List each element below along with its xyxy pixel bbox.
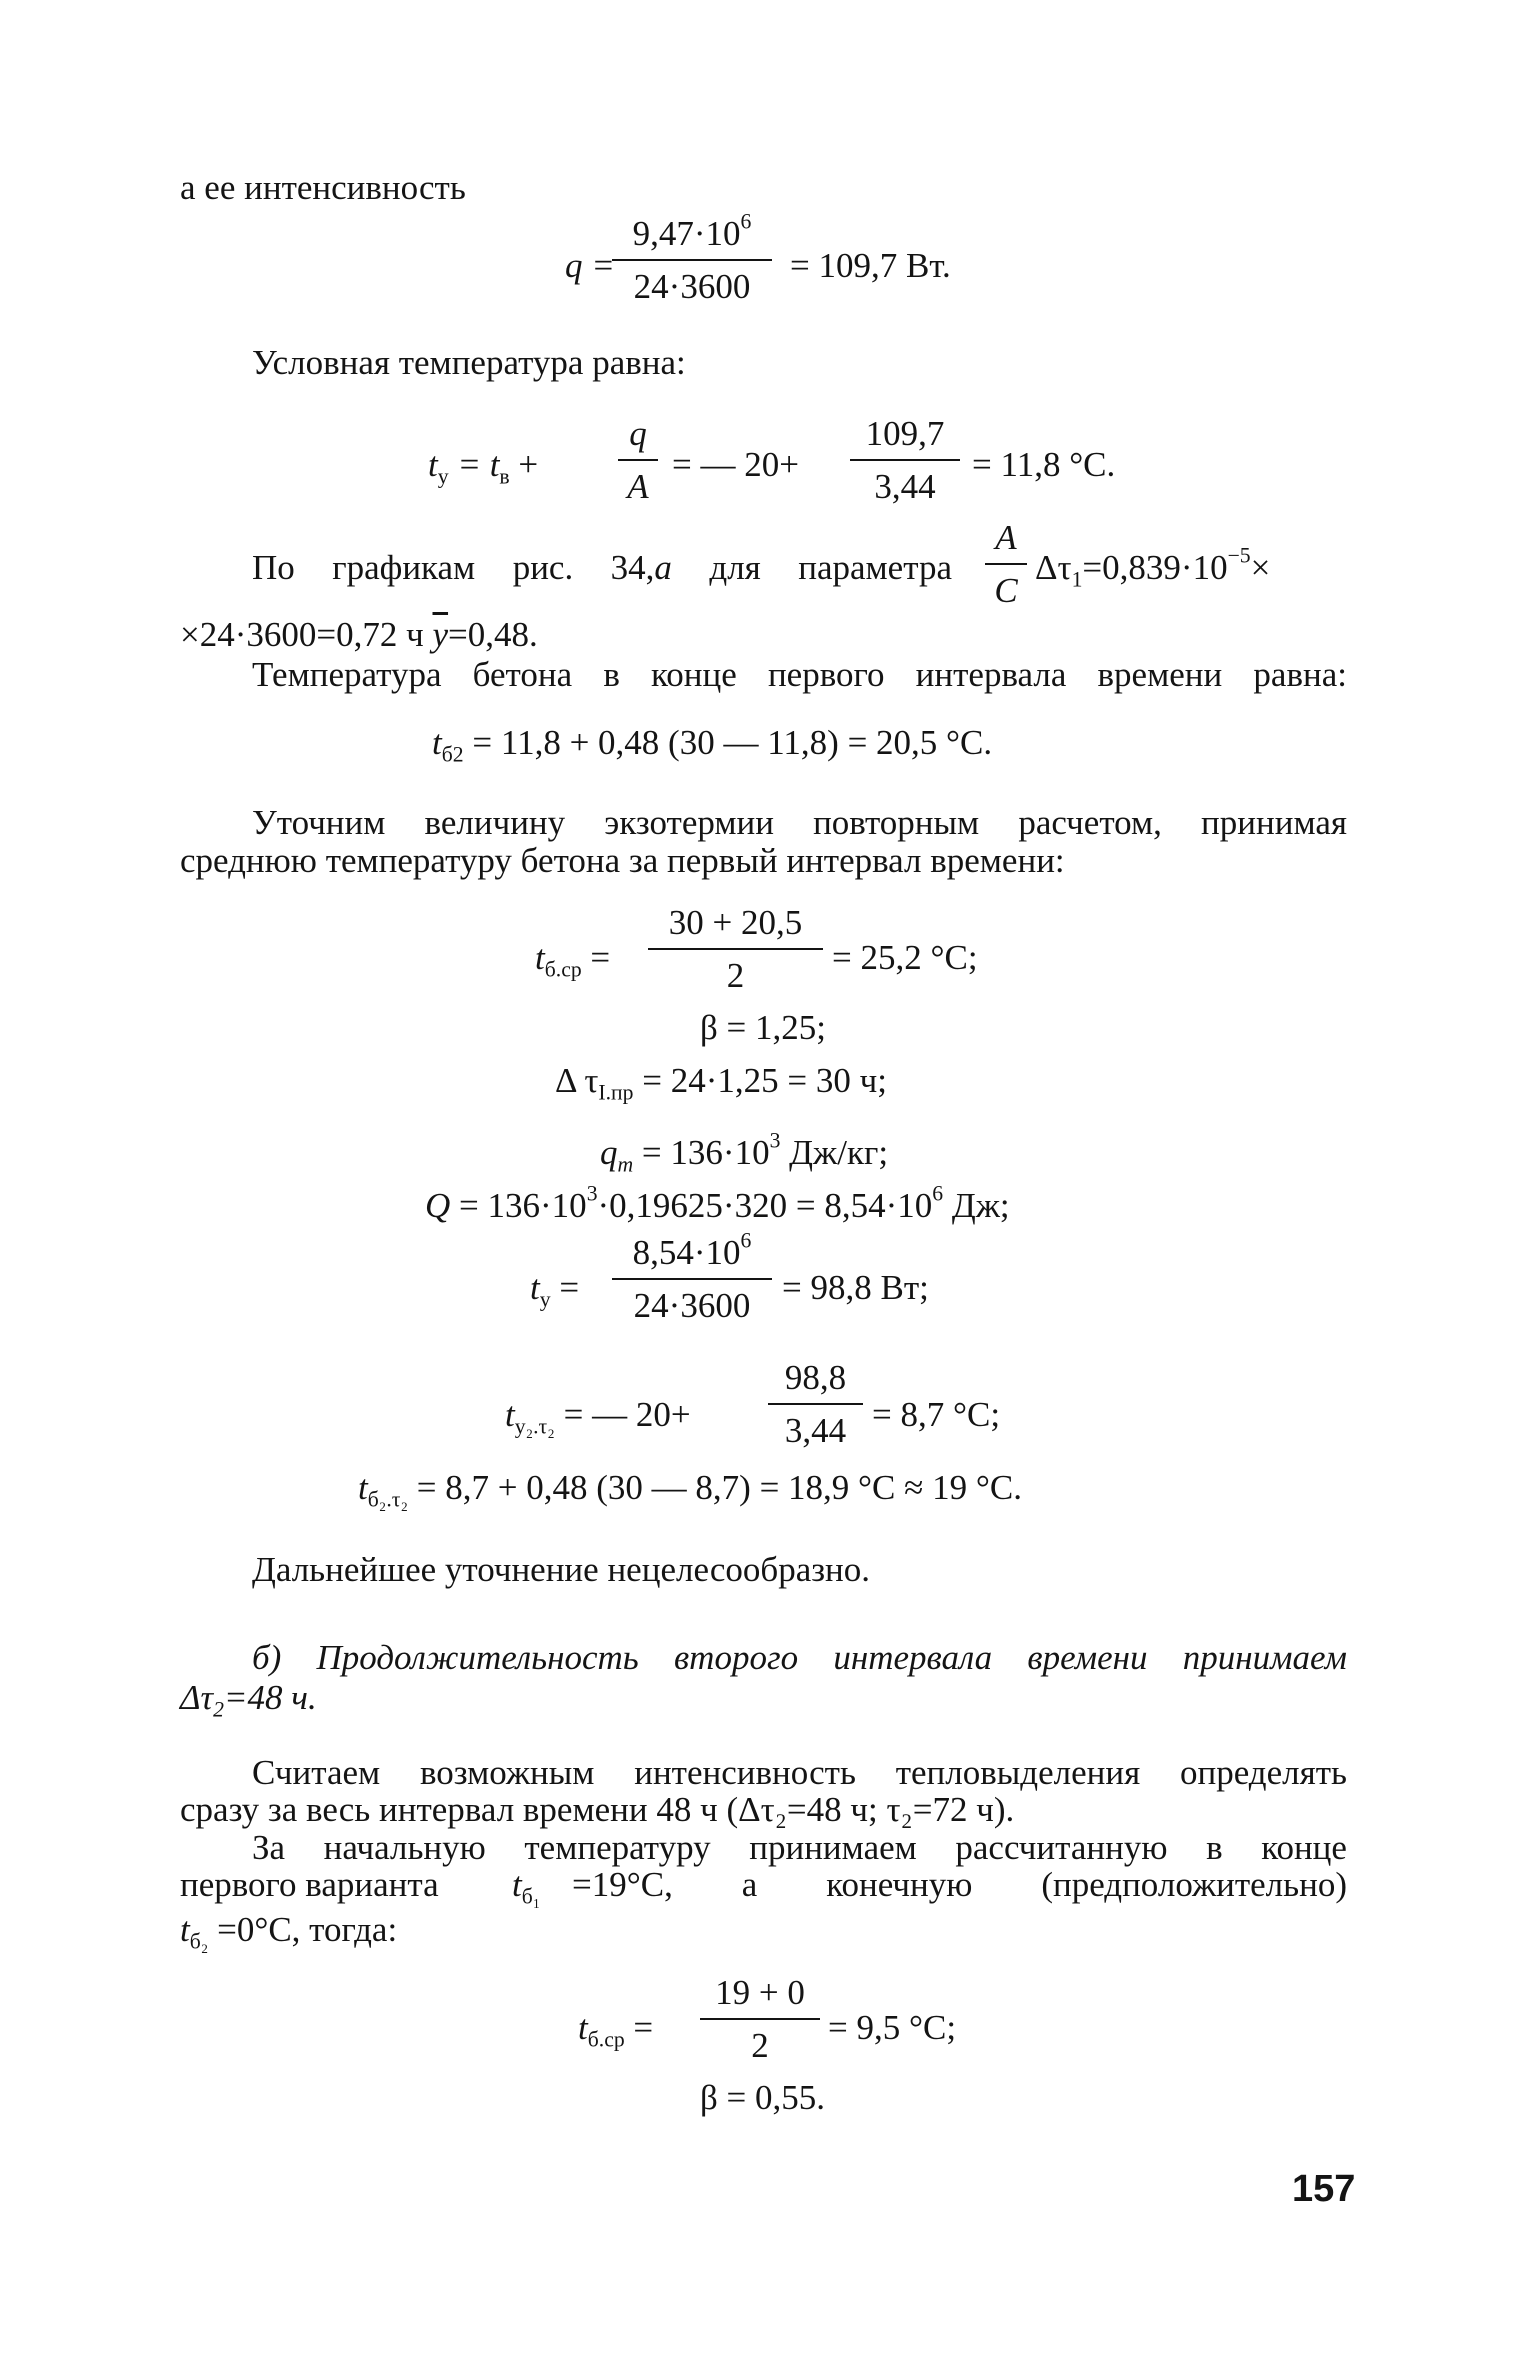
text-b-heading-line1: б) Продолжительность второго интервала времени принимаем [252, 1638, 1347, 1677]
text-initial-line2a: первого варианта [180, 1865, 439, 1904]
formula-ty-rhs: = 11,8 °C. [972, 445, 1116, 484]
page-number: 157 [1292, 2168, 1356, 2210]
formula-tbcp-rhs: = 25,2 °C; [832, 938, 978, 977]
text-refine-line2: среднюю температуру бетона за первый интервал времени: [180, 841, 1065, 880]
text-cond-temp-intro: Условная температура равна: [252, 343, 686, 382]
formula-tbcp-fraction: $\frac{30 + 20,5}{2}$ [648, 905, 823, 993]
text-b-heading-line2: $\Delta\tau_2=48$ ч. [180, 1678, 317, 1722]
formula-tbt: $t_{б_2.\tau_2} = 8,7 + 0,48$ (30 — 8,7) = 18,9 °C ≈ 19 °C. [358, 1468, 1022, 1512]
formula-tbcp: $t_{б.ср}$ = [535, 938, 611, 982]
formula-ty-q-over-A: $\frac{q}{A}$ [618, 416, 658, 504]
text-intensity-intro: а ее интенсивность [180, 168, 466, 207]
text-consider-line1: Считаем возможным интенсивность тепловыделения определять [252, 1753, 1347, 1792]
text-concrete-temp-intro: Температура бетона в конце первого интервала времени равна: [252, 655, 1347, 694]
text-refine-line1: Уточним величину экзотермии повторным расчетом, принимая [252, 803, 1347, 842]
formula-ty2-fraction: $\frac{8,54\cdot 10^6}{24\cdot 3600}$ [612, 1235, 772, 1323]
text-initial-line3: $t_{б_2} =0^\circ C$, тогда: [180, 1910, 398, 1954]
formula-ty2: $t_у$ = [530, 1268, 580, 1312]
formula-tb1: $t_{б_1}$ [512, 1865, 541, 1909]
formula-tbcp2-rhs: = 9,5 °C; [828, 2008, 957, 2047]
formula-tbcp2-fraction-inner: $\frac{19 + 0}{2}$ [700, 1975, 820, 2063]
formula-q-fraction: $\frac{9,47\cdot 10^6}{24\cdot 3600}$ [612, 216, 772, 304]
formula-ty: $t_у = t_в$ + [428, 445, 539, 489]
formula-Q: $Q = 136\cdot 10^3\cdot 0,19625\cdot 320 = 8,54\cdot 10^6$ Дж; [425, 1181, 1010, 1225]
formula-tb2: $t_{б2} = 11,8 + 0,48$ (30 — 11,8) = 20,5 °C. [432, 723, 993, 767]
text-graphs-line2: ×24·3600=0,72 ч $\overline{y}=0,48$. [180, 615, 538, 654]
formula-beta1: β = 1,25; [700, 1008, 827, 1047]
text-initial-line1: За начальную температуру принимаем рассчитанную в конце [252, 1828, 1347, 1867]
formula-ty2-rhs: = 98,8 Вт; [782, 1268, 929, 1307]
formula-qm: $q_m = 136\cdot 10^3$ Дж/кг; [600, 1128, 889, 1177]
text-consider-line2: сразу за весь интервал времени 48 ч (Δτ₂=48 ч; τ₂=72 ч). [180, 1790, 1015, 1829]
formula-ty-fraction: $\frac{109,7}{3,44}$ [850, 416, 960, 504]
formula-dtau1: $\Delta\tau_1=0,839\cdot 10^{-5}\times$ [1035, 543, 1271, 592]
formula-beta2: β = 0,55. [700, 2078, 826, 2117]
formula-ty-eq2: = — 20+ [672, 445, 799, 484]
text-graphs-line1: По графикам рис. 34,a для параметра [252, 548, 952, 587]
formula-q-rhs: = 109,7 Вт. [790, 246, 951, 285]
formula-tbcp2: $t_{б.ср}$ = [578, 2008, 654, 2052]
formula-tyt: $t_{у_2.\tau_2}$ = — 20+ [505, 1395, 691, 1439]
formula-tyt-fraction: $\frac{98,8}{3,44}$ [768, 1360, 863, 1448]
formula-tyt-rhs: = 8,7 °C; [872, 1395, 1001, 1434]
text-initial-line2b: =19°C, а конечную (предположительно) [572, 1865, 1347, 1904]
formula-dtau-pr: Δ $\tau_{I.пр} = 24\cdot 1,25 = 30$ ч; [555, 1061, 887, 1105]
formula-param-A-over-C: $\frac{A}{C}$ [985, 520, 1027, 608]
text-no-further: Дальнейшее уточнение нецелесообразно. [252, 1550, 871, 1589]
formula-q-lhs: q = [565, 246, 615, 285]
